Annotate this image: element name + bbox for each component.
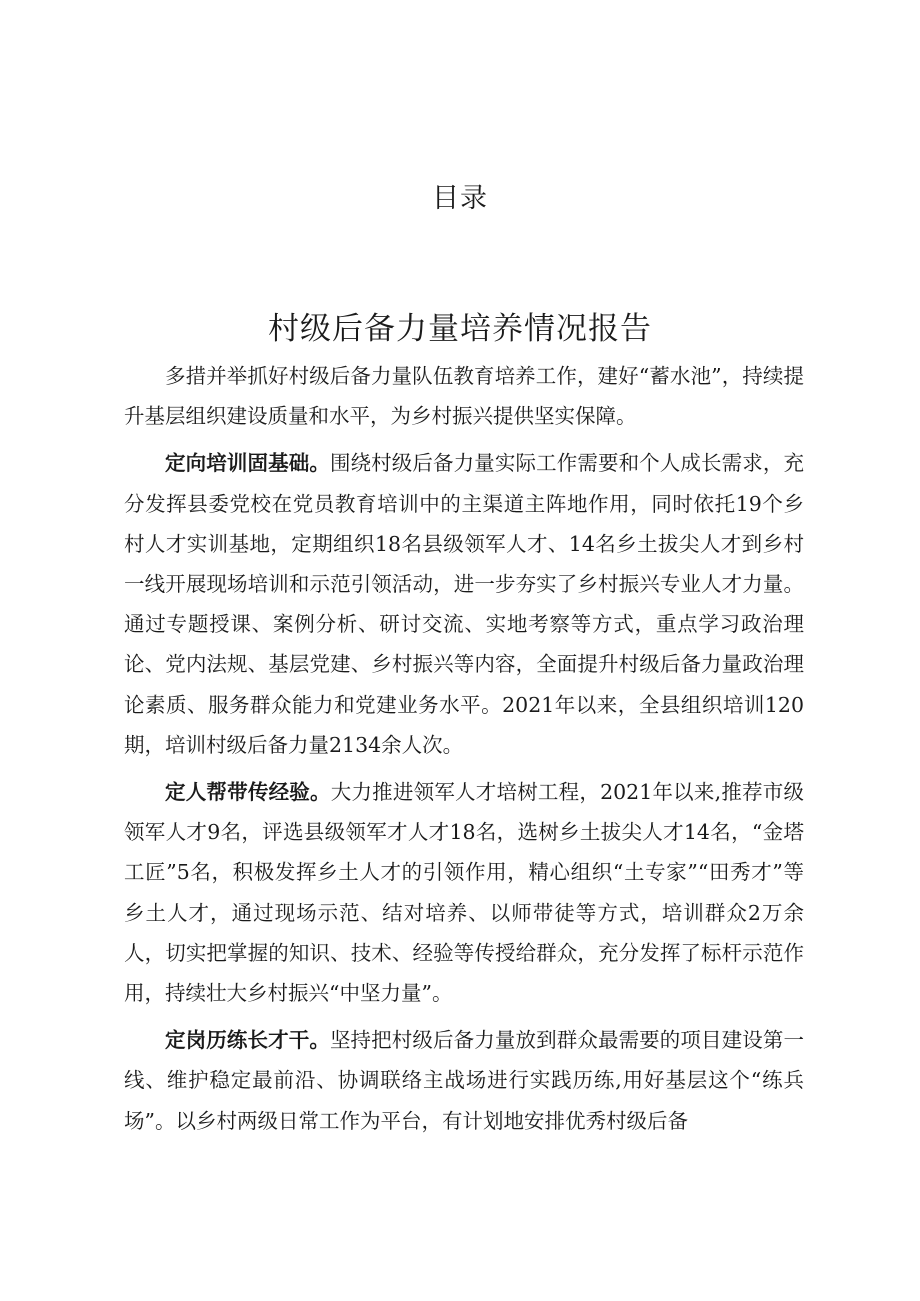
paragraph-practice: [124, 1020, 804, 1141]
toc-heading: 目录: [432, 183, 488, 214]
paragraph-lead: 定岗历练长才干。: [165, 1028, 330, 1053]
paragraph-text: 坚持把村级后备力量放到群众最需要的项目建设第一线、维护稳定最前沿、协调联络主战场进行实践历练,用好基层这个“练兵场”。以乡村两级日常工作为平台，有计划地安排优秀村级后备: [124, 1028, 805, 1133]
paragraph-lead: 定人帮带传经验。: [165, 780, 331, 805]
paragraph-text: 多措并举抓好村级后备力量队伍教育培养工作，建好“蓄水池”，持续提升基层组织建设质量和水平，为乡村振兴提供坚实保障。: [124, 364, 804, 429]
document-title: 村级后备力量培养情况报告: [268, 311, 652, 347]
paragraph-mentoring: [124, 772, 804, 1013]
paragraph-training: [124, 443, 804, 765]
paragraph-text: 大力推进领军人才培树工程，2021年以来,推荐市级领军人才9名，评选县级领军才人才18名，选树乡土拔尖人才14名，“金塔工匠”5名，积极发挥乡土人才的引领作用，精心组织“土专家”“田秀才”等乡土人才，通过现场示范、结对培养、以师带徒等方式，培训群众2万余人，切实把掌握的知识、技术、经验等传授给群众，充分发挥了标杆示范作用，持续壮大乡村振兴“中坚力量”。: [124, 780, 805, 1006]
paragraph-lead: 定向培训固基础。: [165, 451, 330, 476]
paragraph-text: 围绕村级后备力量实际工作需要和个人成长需求，充分发挥县委党校在党员教育培训中的主渠道主阵地作用，同时依托19个乡村人才实训基地，定期组织18名县级领军人才、14名乡土拔尖人才到乡村一线开展现场培训和示范引领活动，进一步夯实了乡村振兴专业人才力量。通过专题授课、案例分析、研讨交流、实地考察等方式，重点学习政治理论、党内法规、基层党建、乡村振兴等内容，全面提升村级后备力量政治理论素质、服务群众能力和党建业务水平。2021年以来，全县组织培训120期，培训村级后备力量2134余人次。: [124, 451, 805, 757]
document-body: [124, 356, 804, 1148]
paragraph-intro: [124, 356, 804, 436]
